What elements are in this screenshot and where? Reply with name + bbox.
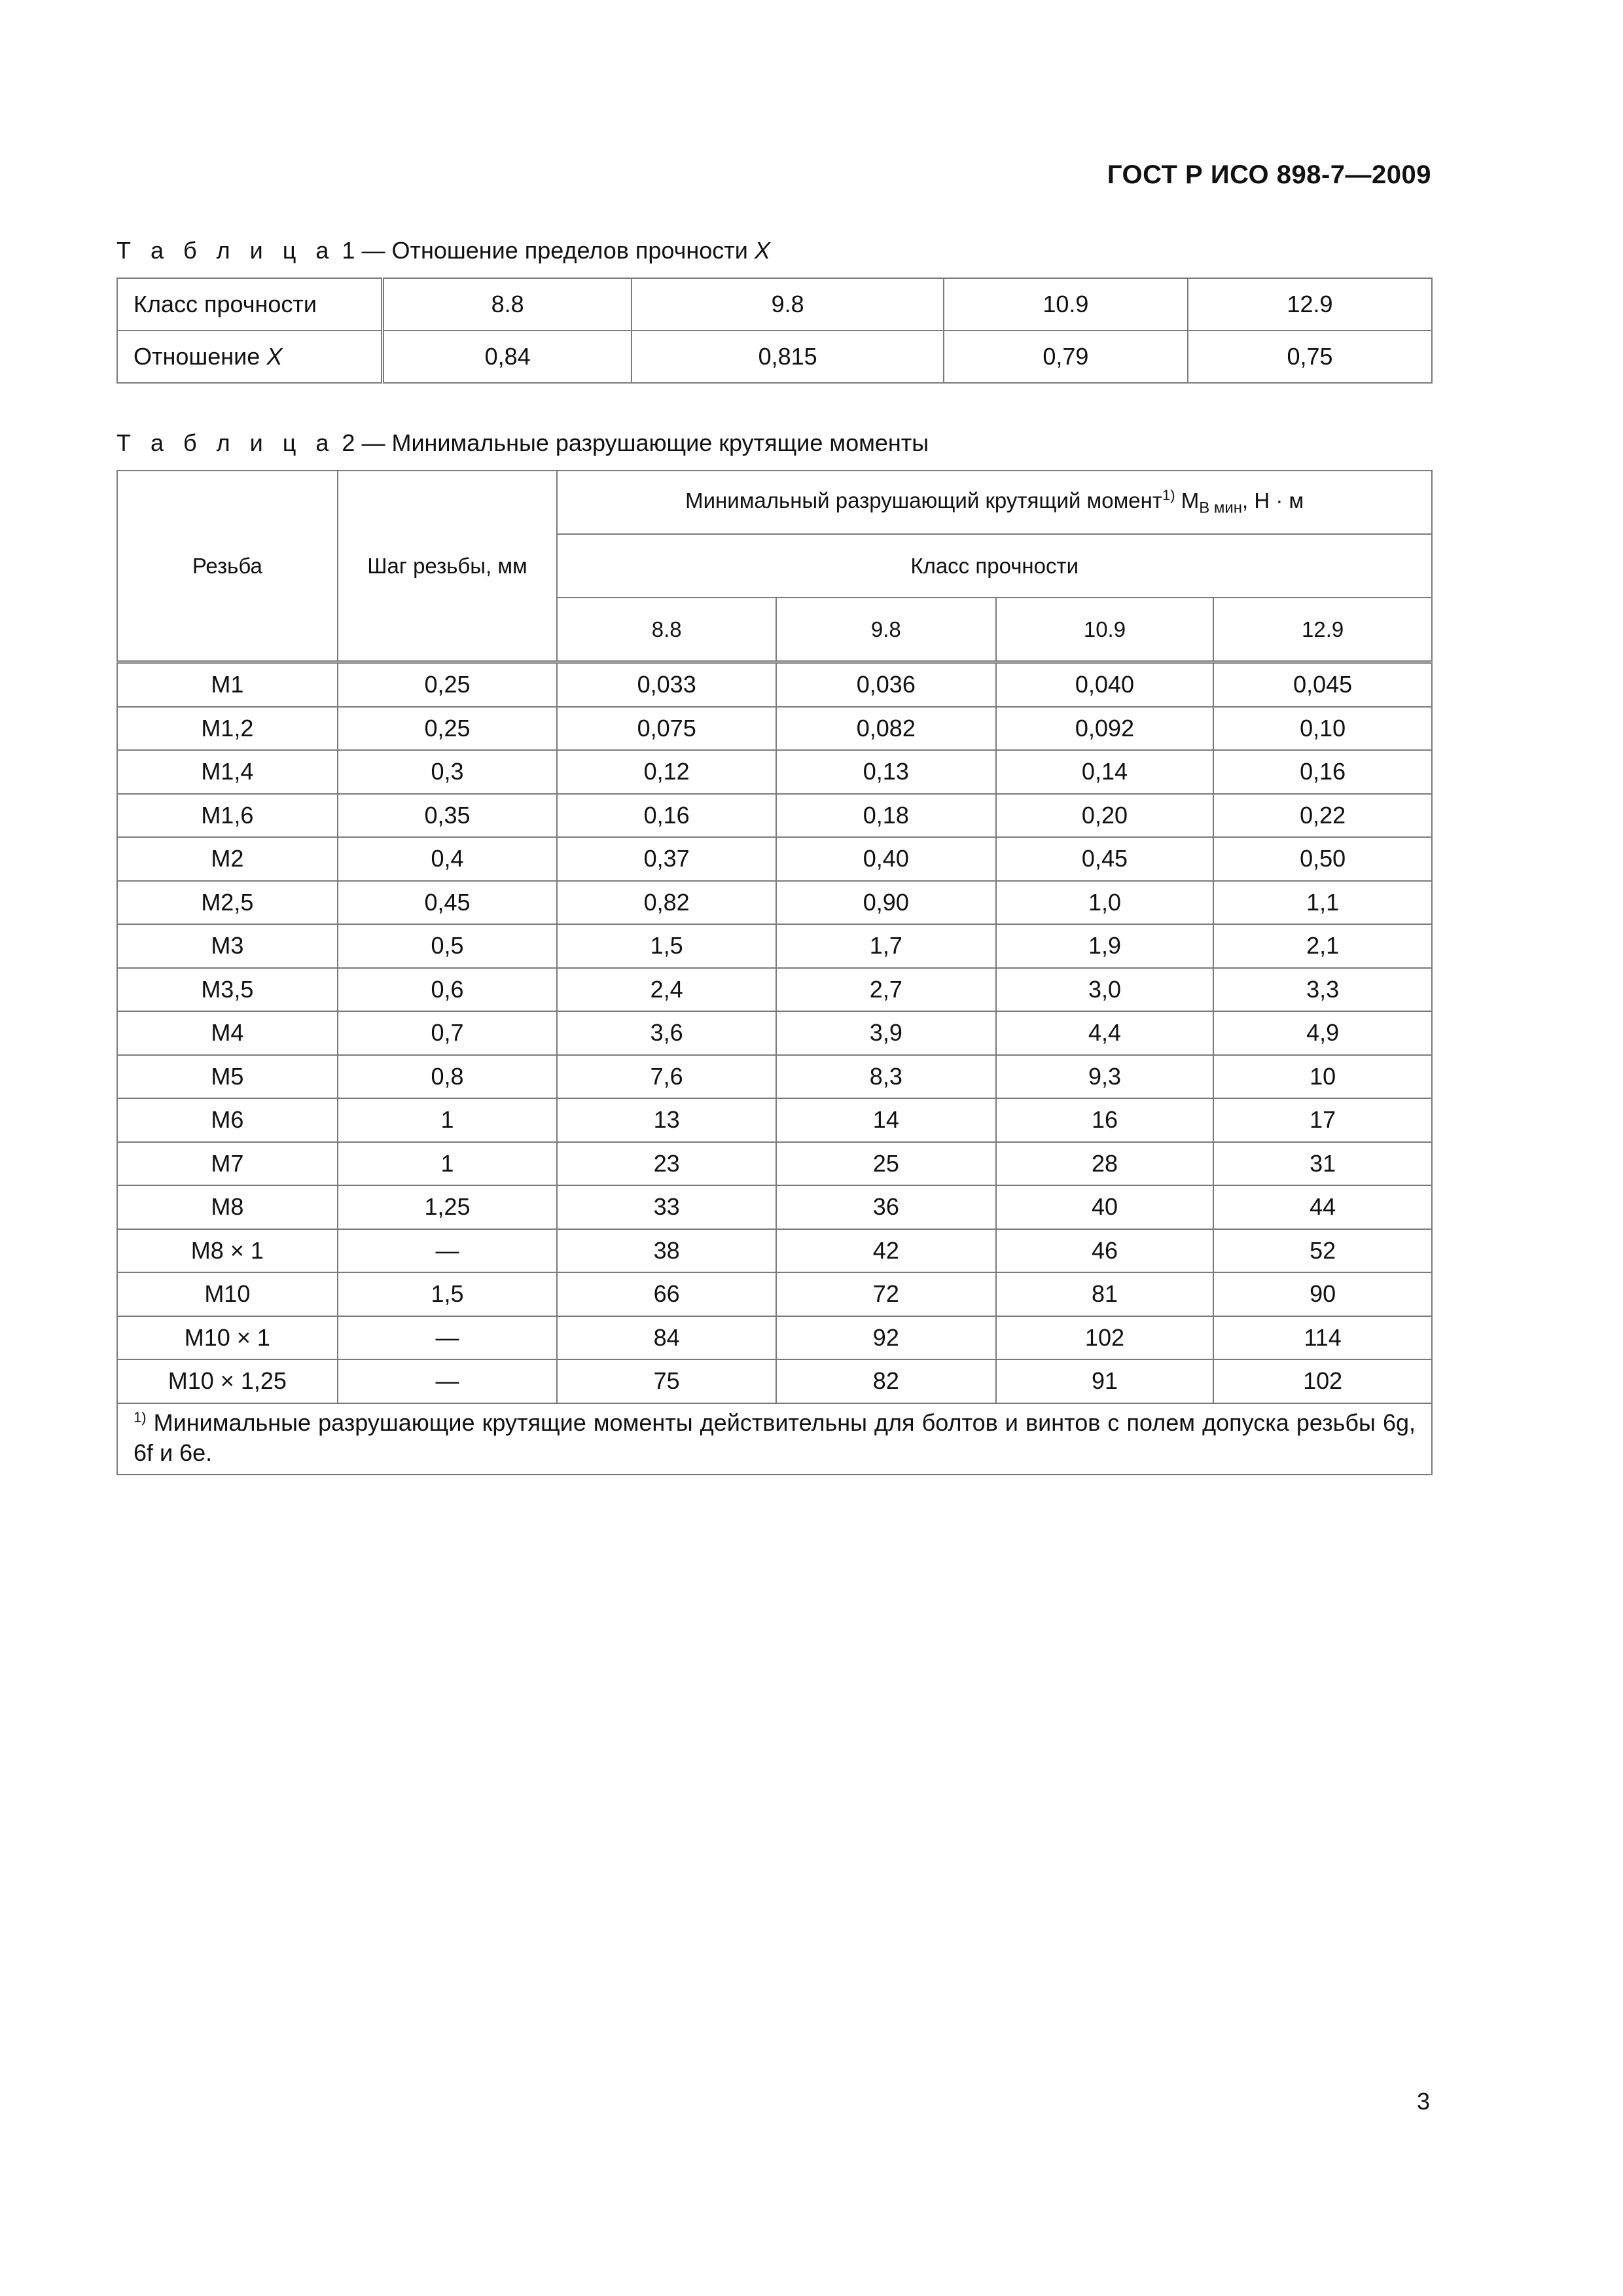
torque-cell: 84 bbox=[557, 1316, 776, 1360]
pitch-cell: 0,6 bbox=[338, 968, 558, 1012]
table-row bbox=[117, 837, 1432, 881]
torque-cell: 0,90 bbox=[776, 881, 996, 925]
pitch-cell: 1,5 bbox=[338, 1272, 558, 1316]
table-row bbox=[117, 1272, 1432, 1316]
torque-cell: 0,37 bbox=[557, 837, 776, 881]
table-row bbox=[117, 1142, 1432, 1186]
torque-cell: 10 bbox=[1213, 1055, 1432, 1099]
torque-cell: 0,12 bbox=[557, 750, 776, 794]
thread-cell: M1 bbox=[117, 662, 338, 707]
torque-cell: 92 bbox=[776, 1316, 996, 1360]
thread-cell: M10 × 1 bbox=[117, 1316, 338, 1360]
pitch-cell: — bbox=[338, 1316, 558, 1360]
torque-cell: 0,18 bbox=[776, 794, 996, 838]
pitch-cell: 0,3 bbox=[338, 750, 558, 794]
torque-cell: 114 bbox=[1213, 1316, 1432, 1360]
torque-cell: 0,22 bbox=[1213, 794, 1432, 838]
table-row bbox=[117, 1055, 1432, 1099]
torque-cell: 0,50 bbox=[1213, 837, 1432, 881]
torque-cell: 0,20 bbox=[996, 794, 1214, 838]
torque-cell: 90 bbox=[1213, 1272, 1432, 1316]
pitch-cell: 0,4 bbox=[338, 837, 558, 881]
pitch-cell: 0,45 bbox=[338, 881, 558, 925]
thread-cell: M6 bbox=[117, 1098, 338, 1142]
thread-cell: M1,4 bbox=[117, 750, 338, 794]
table-row bbox=[117, 1229, 1432, 1273]
table1-ratio-row bbox=[117, 331, 1432, 383]
table1-ratio-label: Отношение X bbox=[117, 331, 383, 383]
thread-cell: M5 bbox=[117, 1055, 338, 1099]
pitch-cell: — bbox=[338, 1229, 558, 1273]
thread-cell: M1,2 bbox=[117, 707, 338, 751]
table-row bbox=[117, 750, 1432, 794]
torque-cell: 91 bbox=[996, 1359, 1214, 1403]
pitch-cell: — bbox=[338, 1359, 558, 1403]
table1-ratio-cell: 0,79 bbox=[944, 331, 1188, 383]
torque-cell: 42 bbox=[776, 1229, 996, 1273]
torque-cell: 0,092 bbox=[996, 707, 1214, 751]
torque-cell: 0,82 bbox=[557, 881, 776, 925]
pitch-cell: 0,5 bbox=[338, 924, 558, 968]
torque-cell: 1,9 bbox=[996, 924, 1214, 968]
table-row bbox=[117, 707, 1432, 751]
torque-cell: 0,40 bbox=[776, 837, 996, 881]
table-row bbox=[117, 662, 1432, 707]
pitch-cell: 1 bbox=[338, 1142, 558, 1186]
torque-cell: 1,7 bbox=[776, 924, 996, 968]
header-moment: Минимальный разрушающий крутящий момент$^{1)}$ $M_{B мин}$, Н · м bbox=[557, 471, 1432, 534]
torque-cell: 14 bbox=[776, 1098, 996, 1142]
torque-cell: 17 bbox=[1213, 1098, 1432, 1142]
table1-ratio-cell: 0,84 bbox=[383, 331, 632, 383]
table1-class-cell: 10.9 bbox=[944, 278, 1188, 331]
table-row bbox=[117, 1359, 1432, 1403]
table-row bbox=[117, 794, 1432, 838]
torque-cell: 3,3 bbox=[1213, 968, 1432, 1012]
torque-cell: 36 bbox=[776, 1185, 996, 1229]
pitch-cell: 0,25 bbox=[338, 707, 558, 751]
torque-cell: 13 bbox=[557, 1098, 776, 1142]
torque-cell: 40 bbox=[996, 1185, 1214, 1229]
torque-cell: 9,3 bbox=[996, 1055, 1214, 1099]
pitch-cell: 1 bbox=[338, 1098, 558, 1142]
torque-cell: 31 bbox=[1213, 1142, 1432, 1186]
footnote-row bbox=[117, 1403, 1432, 1475]
table-row bbox=[117, 924, 1432, 968]
torque-cell: 46 bbox=[996, 1229, 1214, 1273]
torque-cell: 0,13 bbox=[776, 750, 996, 794]
header-pitch: Шаг резьбы, мм bbox=[338, 471, 558, 662]
table1-class-cell: 8.8 bbox=[383, 278, 632, 331]
torque-cell: 0,082 bbox=[776, 707, 996, 751]
table1-ratio-cell: 0,75 bbox=[1188, 331, 1432, 383]
torque-cell: 102 bbox=[996, 1316, 1214, 1360]
torque-cell: 0,045 bbox=[1213, 662, 1432, 707]
torque-cell: 7,6 bbox=[557, 1055, 776, 1099]
torque-cell: 66 bbox=[557, 1272, 776, 1316]
torque-cell: 0,16 bbox=[1213, 750, 1432, 794]
torque-cell: 1,1 bbox=[1213, 881, 1432, 925]
table1-class-cell: 12.9 bbox=[1188, 278, 1432, 331]
thread-cell: M10 bbox=[117, 1272, 338, 1316]
torque-cell: 82 bbox=[776, 1359, 996, 1403]
header-class-value: 9.8 bbox=[776, 598, 996, 662]
torque-cell: 25 bbox=[776, 1142, 996, 1186]
torque-cell: 0,14 bbox=[996, 750, 1214, 794]
torque-cell: 2,1 bbox=[1213, 924, 1432, 968]
table-row bbox=[117, 968, 1432, 1012]
table-row bbox=[117, 1011, 1432, 1055]
table-row bbox=[117, 1316, 1432, 1360]
pitch-cell: 0,25 bbox=[338, 662, 558, 707]
header-class-value: 10.9 bbox=[996, 598, 1214, 662]
thread-cell: M3 bbox=[117, 924, 338, 968]
thread-cell: M1,6 bbox=[117, 794, 338, 838]
thread-cell: M7 bbox=[117, 1142, 338, 1186]
table1-caption: Т а б л и ц а 1 — Отношение пределов прочности X bbox=[116, 237, 770, 264]
torque-cell: 0,10 bbox=[1213, 707, 1432, 751]
thread-cell: M8 bbox=[117, 1185, 338, 1229]
torque-cell: 8,3 bbox=[776, 1055, 996, 1099]
table1-class-row bbox=[117, 278, 1432, 331]
table-row bbox=[117, 881, 1432, 925]
torque-cell: 3,0 bbox=[996, 968, 1214, 1012]
document-code: ГОСТ Р ИСО 898-7—2009 bbox=[1107, 160, 1431, 189]
torque-cell: 2,4 bbox=[557, 968, 776, 1012]
table-row bbox=[117, 1098, 1432, 1142]
table2-header-row bbox=[117, 471, 1432, 534]
torque-cell: 1,0 bbox=[996, 881, 1214, 925]
header-thread: Резьба bbox=[117, 471, 338, 662]
torque-cell: 0,45 bbox=[996, 837, 1214, 881]
pitch-cell: 0,8 bbox=[338, 1055, 558, 1099]
pitch-cell: 0,35 bbox=[338, 794, 558, 838]
thread-cell: M3,5 bbox=[117, 968, 338, 1012]
torque-cell: 0,16 bbox=[557, 794, 776, 838]
torque-cell: 1,5 bbox=[557, 924, 776, 968]
table2-caption: Т а б л и ц а 2 — Минимальные разрушающие крутящие моменты bbox=[116, 429, 929, 456]
table1-class-cell: 9.8 bbox=[632, 278, 944, 331]
table-row bbox=[117, 1185, 1432, 1229]
footnote-text: Минимальные разрушающие крутящие моменты действительны для болтов и винтов с полем допуска резьбы 6g, 6f и 6e. bbox=[134, 1408, 1416, 1467]
header-class-value: 12.9 bbox=[1213, 598, 1432, 662]
thread-cell: M4 bbox=[117, 1011, 338, 1055]
torque-cell: 75 bbox=[557, 1359, 776, 1403]
torque-cell: 2,7 bbox=[776, 968, 996, 1012]
pitch-cell: 1,25 bbox=[338, 1185, 558, 1229]
thread-cell: M10 × 1,25 bbox=[117, 1359, 338, 1403]
torque-cell: 4,9 bbox=[1213, 1011, 1432, 1055]
table1-ratio-cell: 0,815 bbox=[632, 331, 944, 383]
torque-cell: 72 bbox=[776, 1272, 996, 1316]
torque-cell: 38 bbox=[557, 1229, 776, 1273]
pitch-cell: 0,7 bbox=[338, 1011, 558, 1055]
torque-cell: 44 bbox=[1213, 1185, 1432, 1229]
torque-cell: 0,036 bbox=[776, 662, 996, 707]
torque-cell: 81 bbox=[996, 1272, 1214, 1316]
footnote bbox=[117, 1403, 1432, 1475]
torque-cell: 4,4 bbox=[996, 1011, 1214, 1055]
header-class: Класс прочности bbox=[557, 534, 1432, 598]
torque-cell: 102 bbox=[1213, 1359, 1432, 1403]
table1-class-label: Класс прочности bbox=[117, 278, 383, 331]
header-class-value: 8.8 bbox=[557, 598, 776, 662]
torque-cell: 0,040 bbox=[996, 662, 1214, 707]
torque-table bbox=[116, 470, 1433, 1475]
torque-cell: 28 bbox=[996, 1142, 1214, 1186]
torque-cell: 52 bbox=[1213, 1229, 1432, 1273]
strength-ratio-table bbox=[116, 278, 1433, 384]
torque-cell: 23 bbox=[557, 1142, 776, 1186]
torque-cell: 3,6 bbox=[557, 1011, 776, 1055]
torque-cell: 3,9 bbox=[776, 1011, 996, 1055]
page-number: 3 bbox=[1416, 2088, 1430, 2115]
footnote-mark: 1) bbox=[134, 1408, 147, 1426]
thread-cell: M2 bbox=[117, 837, 338, 881]
torque-cell: 33 bbox=[557, 1185, 776, 1229]
torque-cell: 0,033 bbox=[557, 662, 776, 707]
torque-cell: 16 bbox=[996, 1098, 1214, 1142]
thread-cell: M2,5 bbox=[117, 881, 338, 925]
thread-cell: M8 × 1 bbox=[117, 1229, 338, 1273]
torque-cell: 0,075 bbox=[557, 707, 776, 751]
